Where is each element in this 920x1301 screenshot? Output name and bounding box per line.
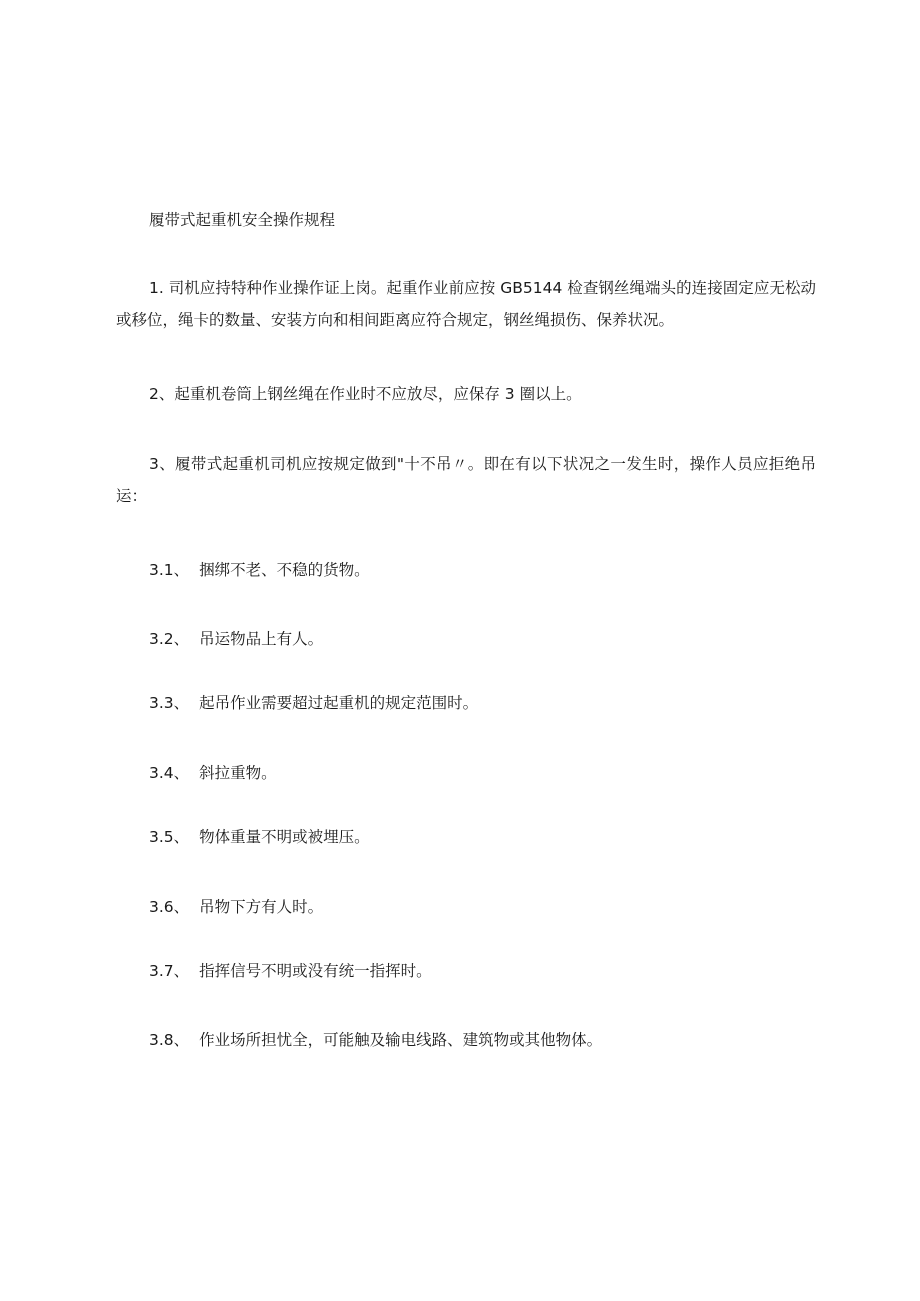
list-item-3-1	[149, 554, 849, 586]
list-item-text: 吊运物品上有人。	[199, 630, 324, 648]
list-item-3-5	[149, 821, 849, 853]
list-item-number: 3.6、	[149, 898, 190, 916]
list-item-3-8	[149, 1024, 849, 1056]
list-item-text: 作业场所担忧全，可能触及输电线路、建筑物或其他物体。	[199, 1031, 603, 1049]
list-item-text: 起吊作业需要超过起重机的规定范围时。	[199, 694, 479, 712]
list-item-3-7	[149, 955, 849, 987]
list-item-3-4	[149, 757, 849, 789]
list-item-number: 3.4、	[149, 764, 190, 782]
list-item-number: 3.7、	[149, 962, 190, 980]
paragraph-3: 3、履带式起重机司机应按规定做到"十不吊〃。即在有以下状况之一发生时，操作人员应拒绝吊运：	[116, 455, 816, 505]
list-item-text: 指挥信号不明或没有统一指挥时。	[199, 962, 432, 980]
list-item-text: 斜拉重物。	[199, 764, 277, 782]
paragraph-1: 1. 司机应持特种作业操作证上岗。起重作业前应按 GB5144 检查钢丝绳端头的连接固定应无松动或移位，绳卡的数量、安装方向和相间距离应符合规定，钢丝绳损伤、保养状况。	[116, 279, 816, 329]
list-item-3-2	[149, 623, 849, 655]
list-item-text: 吊物下方有人时。	[199, 898, 324, 916]
list-item-3-3	[149, 687, 849, 719]
paragraph-2: 2、起重机卷筒上钢丝绳在作业时不应放尽，应保存 3 圈以上。	[149, 385, 582, 403]
list-item-number: 3.2、	[149, 630, 190, 648]
document-title: 履带式起重机安全操作规程	[149, 211, 336, 229]
list-item-number: 3.5、	[149, 828, 190, 846]
list-item-text: 物体重量不明或被埋压。	[199, 828, 370, 846]
list-item-number: 3.1、	[149, 561, 190, 579]
list-item-number: 3.8、	[149, 1031, 190, 1049]
list-item-3-6	[149, 891, 849, 923]
list-item-text: 捆绑不老、不稳的货物。	[199, 561, 370, 579]
list-item-number: 3.3、	[149, 694, 190, 712]
